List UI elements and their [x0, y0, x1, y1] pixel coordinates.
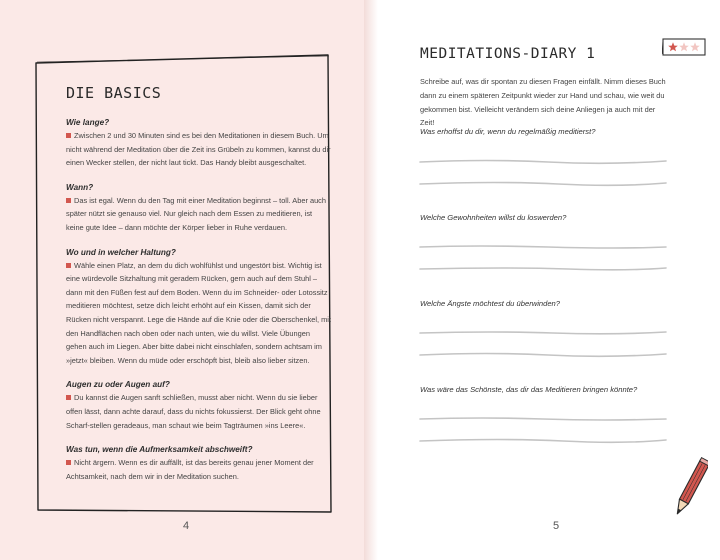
star-icon [690, 42, 700, 51]
diary-prompt: Welche Ängste möchtest du überwinden? [420, 299, 561, 308]
basics-answer-text: Wähle einen Platz, an dem du dich wohlfühlst und ungestört bist. Wichtig ist eine würdevolle Sitzhaltung mit geradem Rücken, gern auch auf dem Stuhl – dann mit den Füßen fest auf dem Boden. Wenn du im Schneider- oder Lotossitz meditieren möchtest, setze dich leicht erhöht auf ein Kissen, damit sich der Rücken nicht verspannt. Lege die Hände auf die Knie oder die Oberschenkel, mit den Handflächen nach oben oder nach unten, wie du willst. Viele Übungen gehen auch im Liegen. Aber bitte dabei nicht einschlafen, sondern achtsam im »jetzt« bleiben. Wenn du müde oder erschöpft bist, bleib also lieber sitzen. [66, 260, 331, 365]
difficulty-rating [662, 38, 706, 56]
basics-section [66, 443, 331, 483]
basics-question: Was tun, wenn die Aufmerksamkeit abschweift? [66, 445, 253, 455]
diary-intro: Schreibe auf, was dir spontan zu diesen Fragen einfällt. Nimm dieses Buch dann zu einem späteren Zeitpunkt wieder zur Hand und schau, wie weit du gekommen bist. Vielleicht verändern sich deine Anliegen ja auch mit der Zeit! [420, 77, 666, 128]
basics-answer [66, 129, 331, 170]
book-gutter [364, 0, 378, 560]
writing-lines[interactable] [418, 321, 668, 361]
square-bullet-icon [66, 263, 71, 268]
diary-prompt: Was erhoffst du dir, wenn du regelmäßig meditierst? [420, 127, 596, 136]
basics-question: Wann? [66, 182, 94, 192]
basics-answer-text: Zwischen 2 und 30 Minuten sind es bei den Meditationen in diesem Buch. Um nicht während der Meditation über die Zeit ins Grübeln zu kommen, kannst du dir einen Wecker stellen, der nicht laut tickt. Das Handy bleibt ausgeschaltet. [66, 131, 331, 168]
square-bullet-icon [66, 460, 71, 465]
basics-answer [66, 259, 331, 368]
writing-lines[interactable] [418, 407, 668, 447]
basics-answer-text: Du kannst die Augen sanft schließen, musst aber nicht. Wenn du sie lieber offen lässt, dann achte darauf, dass du nichts fokussierst. Der Blick geht ohne Scharf-stellen geradeaus, man schaut wie beim Tagträumen »ins Leere«. [66, 393, 321, 430]
diary-prompt: Welche Gewohnheiten willst du loswerden? [420, 213, 567, 222]
page-number-right: 5 [553, 520, 560, 532]
basics-answer-text: Nicht ärgern. Wenn es dir auffällt, ist das bereits genau jener Moment der Achtsamkeit, nach dem wir in der Meditation suchen. [66, 458, 314, 481]
writing-lines[interactable] [418, 150, 668, 190]
basics-answer [66, 391, 331, 432]
diary-title: MEDITATIONS-DIARY 1 [420, 46, 596, 62]
square-bullet-icon [66, 395, 71, 400]
star-icon [679, 42, 689, 51]
basics-section [66, 378, 331, 432]
basics-content [66, 116, 331, 494]
page-number-left: 4 [183, 520, 190, 532]
writing-lines[interactable] [418, 235, 668, 275]
basics-answer [66, 194, 331, 235]
star-icon [668, 42, 678, 51]
basics-section [66, 116, 331, 170]
square-bullet-icon [66, 198, 71, 203]
basics-title: DIE BASICS [66, 84, 162, 102]
square-bullet-icon [66, 133, 71, 138]
basics-question: Wo und in welcher Haltung? [66, 247, 176, 257]
basics-section [66, 246, 331, 368]
basics-answer-text: Das ist egal. Wenn du den Tag mit einer Meditation beginnst – toll. Aber auch später nützt sie genauso viel. Nur gleich nach dem Essen zu meditieren, ist keine gute Idee – dann möchte der Körper lieber in Ruhe verdauen. [66, 195, 326, 232]
basics-question: Wie lange? [66, 118, 110, 127]
basics-section [66, 181, 331, 235]
diary-prompt: Was wäre das Schönste, das dir das Meditieren bringen könnte? [420, 385, 638, 394]
pencil-icon [672, 455, 708, 525]
basics-answer [66, 456, 331, 483]
basics-question: Augen zu oder Augen auf? [66, 380, 170, 390]
